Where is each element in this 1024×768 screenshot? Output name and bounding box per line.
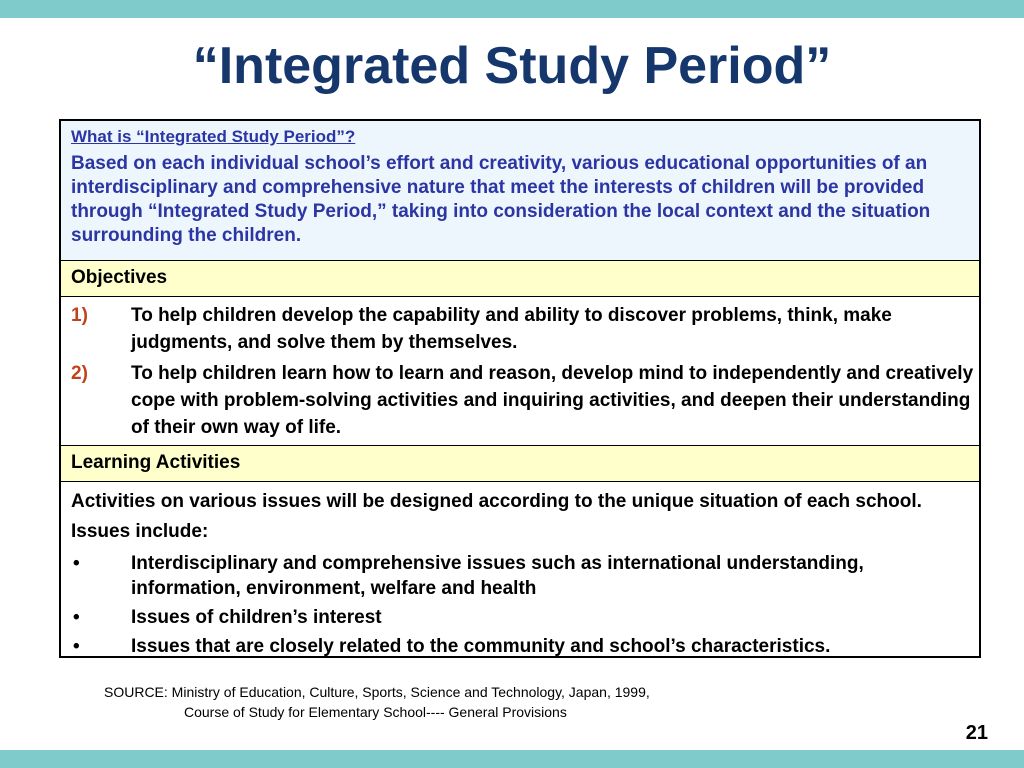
what-is-section xyxy=(61,121,979,261)
objective-number: 2) xyxy=(71,363,88,384)
objective-item xyxy=(71,302,975,356)
objectives-header xyxy=(61,261,979,297)
issue-list-item xyxy=(71,605,973,630)
learning-activities-heading: Learning Activities xyxy=(71,452,241,473)
what-is-heading: What is “Integrated Study Period”? xyxy=(71,127,356,146)
issue-text: Issues that are closely related to the community and school’s characteristics. xyxy=(131,636,831,657)
bullet-icon: • xyxy=(73,636,80,657)
bullet-icon: • xyxy=(73,607,80,628)
objectives-section xyxy=(61,297,979,446)
source-citation xyxy=(104,682,650,722)
objectives-heading: Objectives xyxy=(71,267,168,288)
what-is-body: Based on each individual school’s effort and creativity, various educational opportunities of an interdisciplinary and comprehensive nature that meet the interests of children will be provided through “Integrated Study Period,” taking into consideration the local context and the situation surrounding the children. xyxy=(71,153,931,246)
page-number: 21 xyxy=(965,722,988,744)
source-line-2: Course of Study for Elementary School---- General Provisions xyxy=(184,704,567,720)
learning-activities-intro: Activities on various issues will be designed according to the unique situation of each school. Issues include: xyxy=(71,491,922,542)
issue-list-item xyxy=(71,551,973,601)
top-accent-bar xyxy=(0,0,1024,18)
issue-text: Interdisciplinary and comprehensive issues such as international understanding, information, environment, welfare and health xyxy=(131,553,864,599)
learning-activities-section xyxy=(61,482,979,656)
content-table xyxy=(59,119,981,658)
objective-number: 1) xyxy=(71,305,88,326)
objective-item xyxy=(71,360,975,441)
bottom-accent-bar xyxy=(0,750,1024,768)
objective-text: To help children develop the capability and ability to discover problems, think, make judgments, and solve them by themselves. xyxy=(131,305,892,353)
learning-activities-header xyxy=(61,446,979,482)
issue-text: Issues of children’s interest xyxy=(131,607,382,628)
slide-title: “Integrated Study Period” xyxy=(192,37,832,95)
issue-list-item xyxy=(71,634,973,659)
bullet-icon: • xyxy=(73,553,80,574)
source-line-1: SOURCE: Ministry of Education, Culture, Sports, Science and Technology, Japan, 1999, xyxy=(104,684,650,700)
objective-text: To help children learn how to learn and reason, develop mind to independently and creatively cope with problem-solving activities and inquiring activities, and deepen their understanding of their own way of life. xyxy=(131,363,974,438)
